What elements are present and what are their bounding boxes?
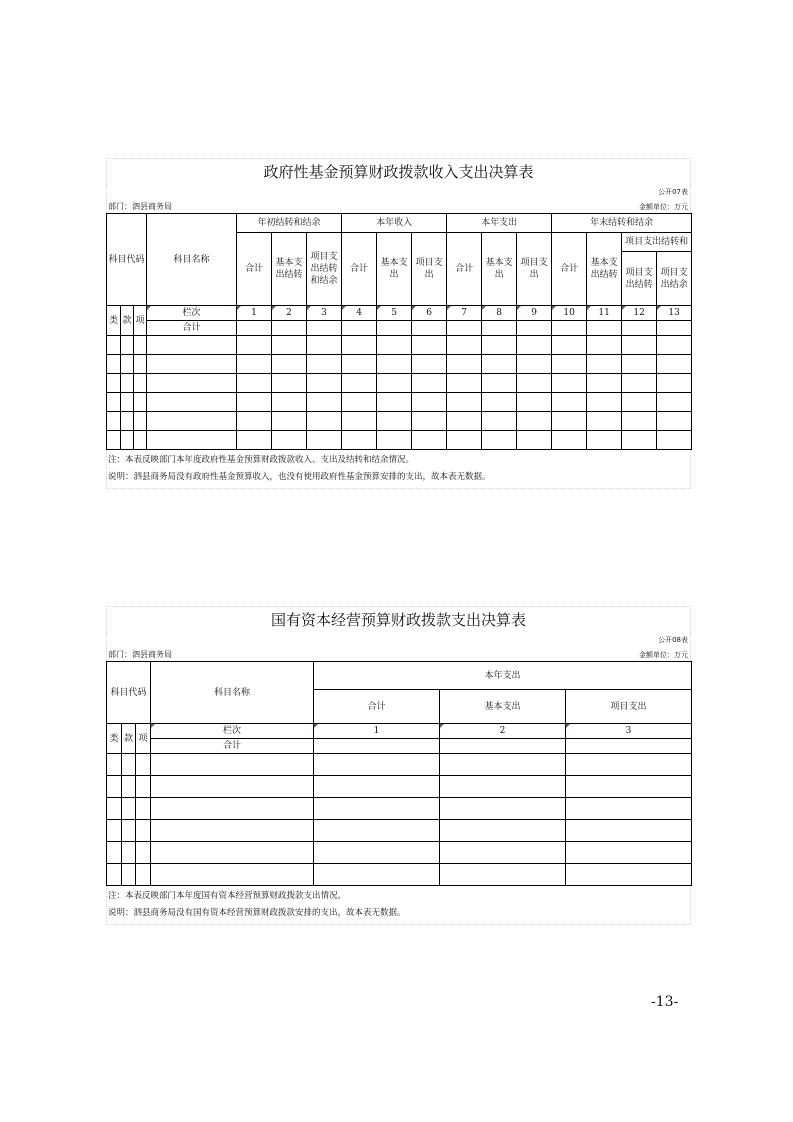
table1-header-project-expense-1: 项目支出 [412, 233, 447, 306]
table1-col-number: 2 [272, 306, 307, 321]
table-cell [517, 412, 552, 431]
table-cell [122, 754, 136, 776]
table-cell [377, 355, 412, 374]
table1-col-number: 8 [482, 306, 517, 321]
table-cell [552, 355, 587, 374]
table-cell [566, 842, 692, 864]
table-cell [517, 321, 552, 336]
table1-header-total-4: 合计 [552, 233, 587, 306]
table-cell [107, 776, 122, 798]
table-cell [314, 864, 440, 886]
table-cell [237, 412, 272, 431]
table2-row-label: 栏次 [151, 724, 314, 739]
table-cell [237, 336, 272, 355]
table1-header-income: 本年收入 [342, 214, 447, 233]
table-cell [147, 393, 237, 412]
table-cell [107, 820, 122, 842]
table-cell [482, 374, 517, 393]
table-row [107, 355, 692, 374]
table-cell [122, 842, 136, 864]
table1-header-project-balance: 项目支出结余 [657, 252, 692, 306]
table-cell [136, 754, 151, 776]
table1-header-basic-carry: 基本支出结转 [272, 233, 307, 306]
table-cell [107, 754, 122, 776]
table-cell [307, 431, 342, 450]
table2-header-subject-name: 科目名称 [151, 662, 314, 724]
table1-department: 部门：泗县商务局 [108, 202, 172, 211]
table1-col-number: 10 [552, 306, 587, 321]
table-row [107, 842, 692, 864]
table2-explanation: 说明：泗县商务局没有国有资本经营预算财政拨款安排的支出，故本表无数据。 [108, 908, 406, 918]
table2-unit: 金额单位：万元 [639, 651, 688, 659]
table-cell [587, 336, 622, 355]
table-cell [622, 355, 657, 374]
table-cell [147, 336, 237, 355]
table-cell [314, 754, 440, 776]
table-cell [517, 355, 552, 374]
table2-note: 注：本表反映部门本年度国有资本经营预算财政拨款支出情况。 [108, 891, 347, 901]
table2-col-number: 1 [314, 724, 440, 739]
table-cell [107, 842, 122, 864]
table-cell [622, 374, 657, 393]
table1-header-total-2: 合计 [342, 233, 377, 306]
table1-header-end-balance: 年末结转和结余 [552, 214, 692, 233]
table-cell [552, 336, 587, 355]
table1-header-basic-expense-2: 基本支出 [482, 233, 517, 306]
table-cell [517, 431, 552, 450]
table1-code: 公开07表 [658, 188, 688, 196]
table-row [107, 393, 692, 412]
table-cell [482, 321, 517, 336]
table-cell [107, 393, 121, 412]
table1-header-lei: 类 [107, 306, 121, 336]
table-cell [412, 393, 447, 412]
table-cell [307, 355, 342, 374]
table-cell [412, 374, 447, 393]
table-cell [447, 374, 482, 393]
table-cell [342, 336, 377, 355]
table-cell [377, 321, 412, 336]
table-row [107, 374, 692, 393]
table1-header-total-1: 合计 [237, 233, 272, 306]
table-cell [622, 321, 657, 336]
table-cell [147, 431, 237, 450]
table-cell [107, 864, 122, 886]
government-fund-budget-table-sheet [106, 158, 691, 489]
table-cell [440, 754, 566, 776]
page-number: -13- [651, 994, 679, 1010]
table2-header-expense: 本年支出 [314, 662, 692, 690]
table2-header-subject-code: 科目代码 [107, 662, 151, 724]
table-cell [440, 864, 566, 886]
table2-col-number: 2 [440, 724, 566, 739]
table-cell [151, 776, 314, 798]
table-cell [134, 336, 147, 355]
table-cell [107, 336, 121, 355]
table-cell [237, 431, 272, 450]
table1-total-row-label: 合计 [147, 321, 237, 336]
table-cell [657, 321, 692, 336]
table-cell [122, 864, 136, 886]
table-cell [107, 431, 121, 450]
table-cell [657, 393, 692, 412]
table-cell [412, 412, 447, 431]
table2-title: 国有资本经营预算财政拨款支出决算表 [106, 606, 691, 633]
table1-col-number: 9 [517, 306, 552, 321]
table-cell [134, 374, 147, 393]
table-cell [552, 412, 587, 431]
table-cell [447, 336, 482, 355]
table-cell [566, 820, 692, 842]
table-cell [307, 336, 342, 355]
table-cell [587, 355, 622, 374]
table-cell [447, 321, 482, 336]
table-cell [377, 374, 412, 393]
table-cell [587, 321, 622, 336]
table2-col-number: 3 [566, 724, 692, 739]
table-row [107, 820, 692, 842]
table-cell [552, 393, 587, 412]
table1-col-number: 5 [377, 306, 412, 321]
table1-col-number: 11 [587, 306, 622, 321]
table1-title: 政府性基金预算财政拨款收入支出决算表 [106, 158, 691, 185]
table-cell [136, 864, 151, 886]
table2-header-project-expense: 项目支出 [566, 690, 692, 724]
table-cell [412, 321, 447, 336]
table-cell [447, 393, 482, 412]
table-cell [552, 374, 587, 393]
table-row [107, 798, 692, 820]
table1-row-label: 栏次 [147, 306, 237, 321]
table2-code: 公开08表 [658, 636, 688, 644]
table-cell [517, 336, 552, 355]
table-cell [134, 393, 147, 412]
table1-col-number: 1 [237, 306, 272, 321]
table-row [107, 431, 692, 450]
table-row [107, 864, 692, 886]
table2-meta [106, 633, 691, 661]
table-cell [342, 431, 377, 450]
table2-header-basic-expense: 基本支出 [440, 690, 566, 724]
table1-header-project-carry-group: 项目支出结转和 [622, 233, 692, 252]
table-cell [440, 820, 566, 842]
table1-meta [106, 185, 691, 213]
table2-department: 部门：泗县商务局 [108, 650, 172, 659]
table-cell [307, 393, 342, 412]
table-cell [342, 374, 377, 393]
table-cell [440, 798, 566, 820]
table-cell [440, 739, 566, 754]
table-cell [107, 798, 122, 820]
table-cell [377, 336, 412, 355]
table-cell [151, 842, 314, 864]
table1-header-xiang: 项 [134, 306, 147, 336]
table-cell [412, 431, 447, 450]
table-cell [412, 355, 447, 374]
table2-header-total: 合计 [314, 690, 440, 724]
table-cell [440, 842, 566, 864]
table-cell [440, 776, 566, 798]
table-cell [566, 776, 692, 798]
table2-total-row-label: 合计 [151, 739, 314, 754]
table-cell [307, 412, 342, 431]
table-cell [552, 431, 587, 450]
table2-grid [106, 661, 692, 886]
table-cell [587, 374, 622, 393]
table-cell [107, 412, 121, 431]
table-cell [412, 336, 447, 355]
table-cell [134, 431, 147, 450]
table-cell [566, 864, 692, 886]
table-cell [447, 431, 482, 450]
table1-col-number: 4 [342, 306, 377, 321]
table-cell [136, 776, 151, 798]
table-cell [272, 374, 307, 393]
state-capital-budget-table-sheet [106, 606, 691, 925]
table1-header-project-carry-balance: 项目支出结转和结余 [307, 233, 342, 306]
table-cell [377, 431, 412, 450]
table-cell [151, 820, 314, 842]
table-cell [121, 393, 134, 412]
table-cell [587, 412, 622, 431]
table-cell [482, 431, 517, 450]
table1-col-number: 6 [412, 306, 447, 321]
table1-note: 注：本表反映部门本年度政府性基金预算财政拨款收入、支出及结转和结余情况。 [108, 455, 415, 465]
table-cell [657, 431, 692, 450]
table-cell [342, 393, 377, 412]
table-cell [314, 798, 440, 820]
table-cell [272, 412, 307, 431]
table1-col-number: 12 [622, 306, 657, 321]
table-row [107, 754, 692, 776]
table1-col-number: 13 [657, 306, 692, 321]
table-cell [314, 842, 440, 864]
table-cell [121, 431, 134, 450]
table-cell [121, 374, 134, 393]
table-cell [657, 336, 692, 355]
table-cell [482, 355, 517, 374]
table-cell [134, 355, 147, 374]
table-cell [307, 321, 342, 336]
table-cell [122, 820, 136, 842]
table-cell [314, 776, 440, 798]
table-cell [517, 374, 552, 393]
table-cell [307, 374, 342, 393]
table-cell [107, 355, 121, 374]
table-cell [377, 412, 412, 431]
table-cell [622, 431, 657, 450]
table-cell [342, 412, 377, 431]
table-row [107, 412, 692, 431]
table-cell [566, 739, 692, 754]
table-cell [342, 321, 377, 336]
table-cell [482, 412, 517, 431]
table-cell [272, 431, 307, 450]
table-cell [314, 820, 440, 842]
table-cell [587, 393, 622, 412]
table-cell [566, 798, 692, 820]
table2-header-xiang: 项 [136, 724, 151, 754]
table-cell [237, 321, 272, 336]
table-cell [237, 355, 272, 374]
table-cell [272, 336, 307, 355]
table-cell [482, 393, 517, 412]
table1-header-project-expense-2: 项目支出 [517, 233, 552, 306]
table-cell [147, 412, 237, 431]
table-cell [314, 739, 440, 754]
table1-grid [106, 213, 692, 450]
table1-explanation: 说明：泗县商务局没有政府性基金预算收入，也没有使用政府性基金预算安排的支出，故本表无数据。 [108, 472, 491, 482]
table1-header-basic-carry-2: 基本支出结转 [587, 233, 622, 306]
table1-header-project-carry: 项目支出结转 [622, 252, 657, 306]
table-cell [622, 412, 657, 431]
table-cell [622, 336, 657, 355]
table-row [107, 776, 692, 798]
table-cell [151, 798, 314, 820]
table-cell [517, 393, 552, 412]
table1-header-kuan: 款 [121, 306, 134, 336]
table-cell [136, 798, 151, 820]
table-row [107, 336, 692, 355]
table-cell [122, 798, 136, 820]
table-cell [622, 393, 657, 412]
table1-header-expense: 本年支出 [447, 214, 552, 233]
table-cell [237, 393, 272, 412]
table-cell [107, 374, 121, 393]
table-cell [377, 393, 412, 412]
table-cell [121, 336, 134, 355]
table-cell [587, 431, 622, 450]
table-cell [147, 374, 237, 393]
table1-header-subject-name: 科目名称 [147, 214, 237, 306]
table-cell [147, 355, 237, 374]
table2-notes [106, 886, 691, 925]
table1-col-number: 3 [307, 306, 342, 321]
table-cell [151, 754, 314, 776]
table-cell [237, 374, 272, 393]
table-cell [272, 393, 307, 412]
table1-header-begin-balance: 年初结转和结余 [237, 214, 342, 233]
table1-unit: 金额单位：万元 [639, 203, 688, 211]
table-cell [447, 355, 482, 374]
table-cell [151, 864, 314, 886]
table-cell [342, 355, 377, 374]
table2-header-lei: 类 [107, 724, 122, 754]
table-cell [121, 355, 134, 374]
table-cell [566, 754, 692, 776]
table-cell [447, 412, 482, 431]
table-cell [121, 412, 134, 431]
table1-header-basic-expense-1: 基本支出 [377, 233, 412, 306]
table-cell [552, 321, 587, 336]
table1-col-number: 7 [447, 306, 482, 321]
table1-notes [106, 450, 691, 489]
table-cell [272, 321, 307, 336]
table-cell [657, 412, 692, 431]
table1-header-subject-code: 科目代码 [107, 214, 147, 306]
table-cell [136, 842, 151, 864]
table-cell [136, 820, 151, 842]
table-cell [122, 776, 136, 798]
table2-header-kuan: 款 [122, 724, 136, 754]
table-cell [134, 412, 147, 431]
table-cell [482, 336, 517, 355]
table-cell [657, 355, 692, 374]
table-cell [272, 355, 307, 374]
table1-header-total-3: 合计 [447, 233, 482, 306]
table-cell [657, 374, 692, 393]
